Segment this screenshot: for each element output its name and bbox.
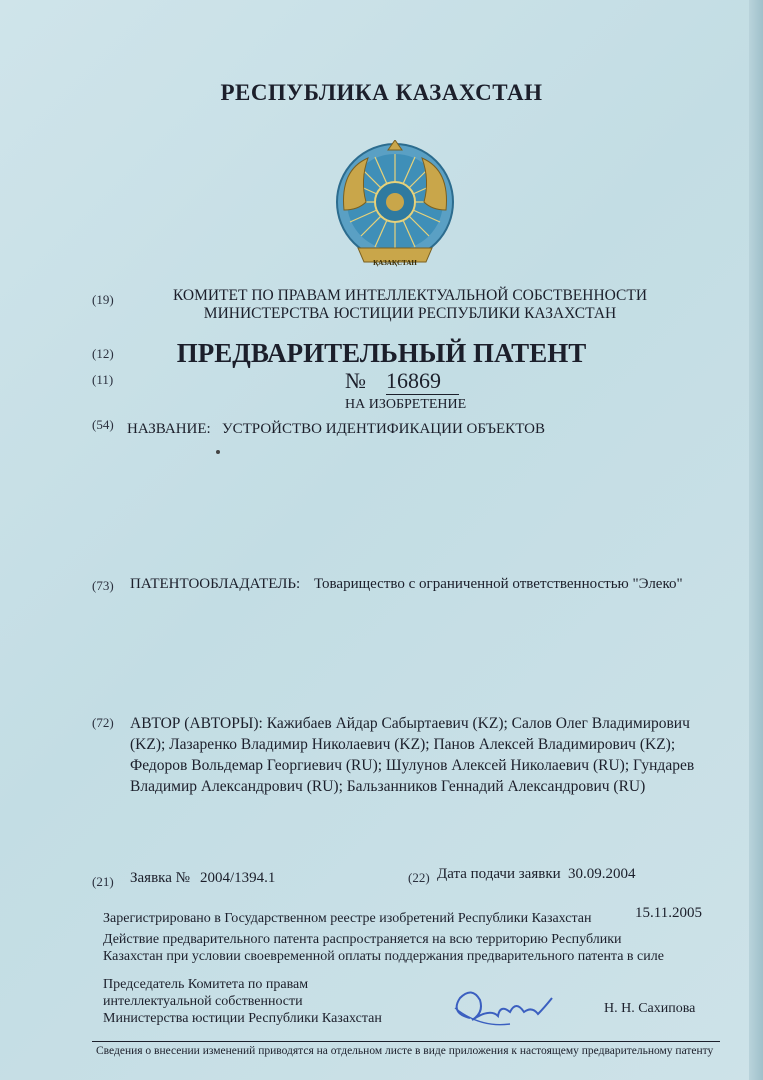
- name-label: НАЗВАНИЕ:: [127, 421, 211, 437]
- validity-line-2: Казахстан при условии своевременной оплаты поддержания предварительного патента в силе: [103, 949, 664, 964]
- signatory-line-2: интеллектуальной собственности: [103, 994, 303, 1009]
- code-22: (22): [408, 870, 430, 885]
- footer-divider: [92, 1041, 720, 1042]
- code-11: (11): [92, 372, 114, 387]
- authors-line-3: Федоров Вольдемар Георгиевич (RU); Шулунов Алексей Николаевич (RU); Гундарев: [130, 757, 695, 774]
- document-title: ПРЕДВАРИТЕЛЬНЫЙ ПАТЕНТ: [176, 338, 587, 368]
- page-edge: [749, 0, 763, 1080]
- authors-block: [130, 713, 710, 797]
- registration-date: 15.11.2005: [635, 905, 702, 921]
- signatory-line-3: Министерства юстиции Республики Казахстан: [103, 1011, 382, 1026]
- patent-number: 16869: [386, 368, 459, 395]
- holder-value: Товарищество с ограниченной ответственностью "Элеко": [314, 576, 683, 592]
- signatory-line-1: Председатель Комитета по правам: [103, 977, 309, 992]
- registration-text: Зарегистрировано в Государственном реестре изобретений Республики Казахстан: [103, 911, 592, 926]
- holder-label: ПАТЕНТООБЛАДАТЕЛЬ:: [130, 576, 301, 592]
- code-72: (72): [92, 715, 114, 730]
- ink-speck: [216, 450, 220, 454]
- number-sign: №: [345, 368, 366, 393]
- code-73: (73): [92, 578, 114, 593]
- authors-line-1: АВТОР (АВТОРЫ): Кажибаев Айдар Сабыртаевич (KZ); Салов Олег Владимирович: [130, 715, 690, 732]
- authors-line-4: Владимир Александрович (RU); Бальзанников Геннадий Александрович (RU): [130, 778, 646, 795]
- authors-line-2: (KZ); Лазаренко Владимир Николаевич (KZ); Панов Алексей Владимирович (KZ);: [130, 736, 676, 753]
- filing-date: 30.09.2004: [568, 866, 636, 882]
- code-19: (19): [92, 292, 114, 307]
- issuer-line-1: КОМИТЕТ ПО ПРАВАМ ИНТЕЛЛЕКТУАЛЬНОЙ СОБСТВЕННОСТИ: [172, 287, 648, 304]
- issuer-block: [150, 287, 670, 323]
- code-54: (54): [92, 417, 114, 432]
- code-21: (21): [92, 874, 114, 889]
- country-heading: РЕСПУБЛИКА КАЗАХСТАН: [220, 80, 543, 105]
- code-12: (12): [92, 346, 114, 361]
- issuer-line-2: МИНИСТЕРСТВА ЮСТИЦИИ РЕСПУБЛИКИ КАЗАХСТАН: [203, 305, 617, 322]
- footer-note: Сведения о внесении изменений приводятся на отдельном листе в виде приложения к настоящему предварительному патенту: [96, 1045, 714, 1057]
- signature-icon: [440, 978, 560, 1038]
- document-subtitle: НА ИЗОБРЕТЕНИЕ: [345, 397, 467, 412]
- filing-label: Дата подачи заявки: [437, 866, 561, 882]
- application-number: 2004/1394.1: [200, 870, 276, 886]
- signatory-name: Н. Н. Сахипова: [604, 1001, 696, 1016]
- validity-line-1: Действие предварительного патента распространяется на всю территорию Республики: [103, 932, 622, 947]
- emblem-text: ҚАЗАҚСТАН: [373, 259, 417, 267]
- name-value: УСТРОЙСТВО ИДЕНТИФИКАЦИИ ОБЪЕКТОВ: [222, 421, 545, 437]
- application-label: Заявка №: [130, 870, 190, 886]
